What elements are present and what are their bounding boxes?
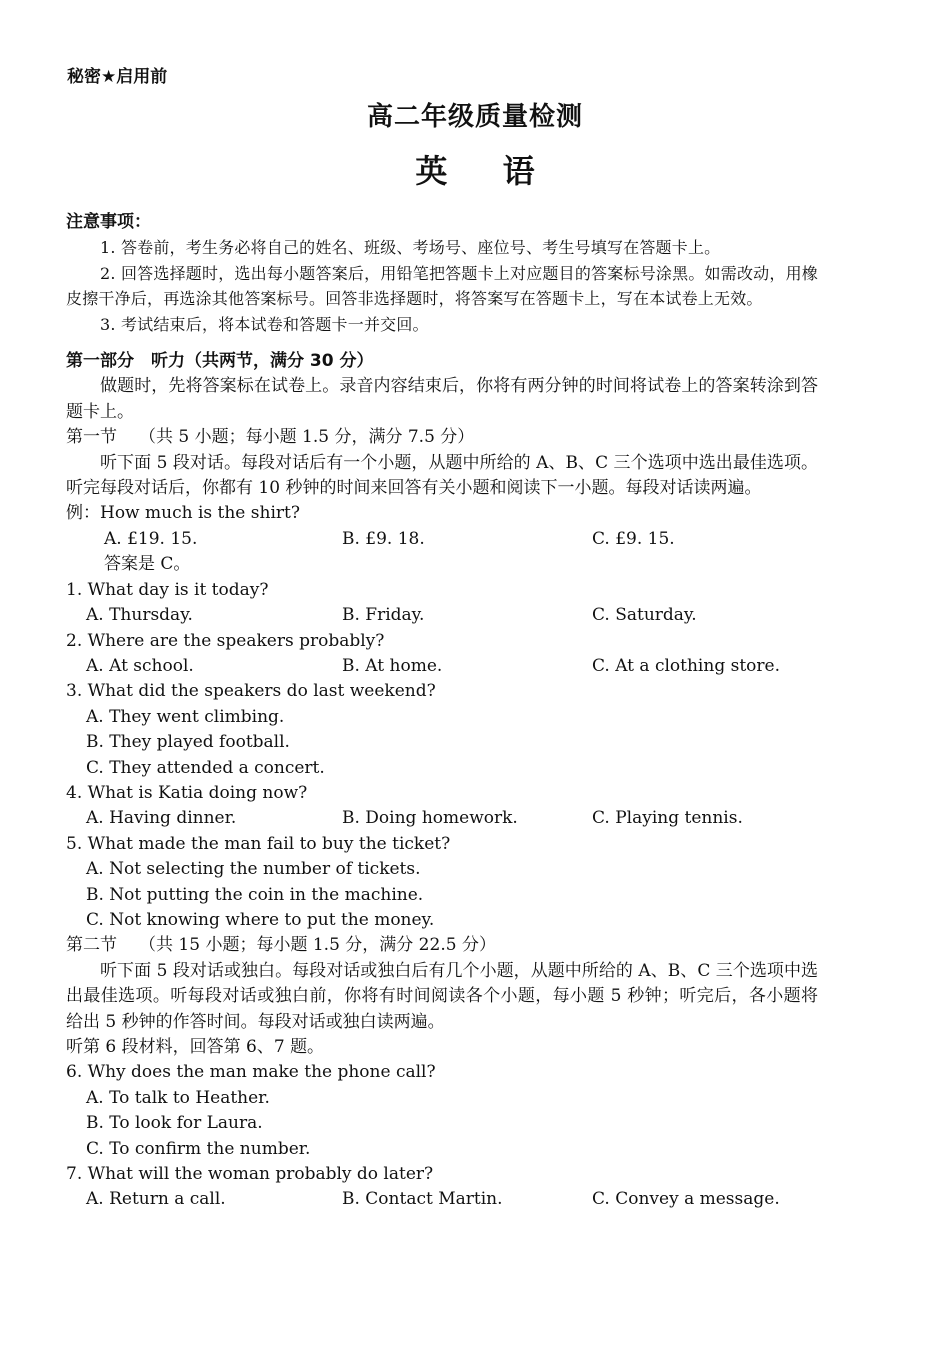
option-a: A. To talk to Heather.: [86, 1087, 270, 1108]
example-option-b: B. £9. 18.: [342, 528, 425, 549]
question-2: 2. Where are the speakers probably?: [66, 630, 385, 651]
section1-intro: 听下面 5 段对话。每段对话后有一个小题，从题中所给的 A、B、C 三个选项中选出最佳选项。听完每段对话后，你都有 10 秒钟的时间来回答有关小题和阅读下一小题。每段对话读两遍。: [66, 452, 818, 499]
question-7-options: [66, 1187, 818, 1212]
section2-info: （共 15 小题；每小题 1.5 分，满分 22.5 分）: [139, 935, 496, 956]
example-question: 例：How much is the shirt?: [66, 503, 300, 524]
option-a: A. Return a call.: [86, 1189, 226, 1210]
option-b: B. Doing homework.: [342, 808, 518, 829]
example-option-c: C. £9. 15.: [592, 528, 675, 549]
exam-title: 高二年级质量检测: [366, 102, 583, 132]
option-a: A. Having dinner.: [86, 808, 237, 829]
example-option-a: A. £19. 15.: [104, 528, 198, 549]
option-b: B. Contact Martin.: [342, 1189, 503, 1210]
option-c: C. To confirm the number.: [86, 1138, 311, 1159]
example-answer: 答案是 C。: [104, 554, 191, 575]
question-4-options: [66, 806, 818, 831]
section1-heading: [66, 425, 818, 450]
notes-heading: 注意事项：: [66, 212, 151, 232]
section1-label: 第一节: [66, 427, 117, 448]
option-b: B. To look for Laura.: [86, 1113, 263, 1134]
option-c: C. Playing tennis.: [592, 808, 743, 829]
section1-info: （共 5 小题；每小题 1.5 分，满分 7.5 分）: [139, 427, 475, 448]
material-instruction: 听第 6 段材料，回答第 6、7 题。: [66, 1037, 325, 1057]
option-b: B. At home.: [342, 655, 443, 676]
confidential-label: 秘密★启用前: [67, 67, 168, 87]
question-1: 1. What day is it today?: [66, 579, 269, 600]
option-c: C. Not knowing where to put the money.: [86, 909, 435, 930]
option-c: C. Saturday.: [592, 605, 697, 626]
option-c: C. Convey a message.: [592, 1189, 780, 1210]
option-c: C. At a clothing store.: [592, 655, 780, 676]
question-6: 6. Why does the man make the phone call?: [66, 1062, 436, 1083]
option-b: B. They played football.: [86, 732, 290, 753]
option-a: A. Thursday.: [86, 605, 193, 626]
question-7: 7. What will the woman probably do later?: [66, 1164, 434, 1185]
subject-title: 英 语: [415, 152, 557, 190]
notes-section: [66, 210, 818, 337]
question-5: 5. What made the man fail to buy the ticket?: [66, 833, 451, 854]
section2-heading: [66, 933, 818, 958]
example-options: [66, 527, 818, 552]
note-item-2: 2. 回答选择题时，选出每小题答案后，用铅笔把答题卡上对应题目的答案标号涂黑。如需改动，用橡皮擦干净后，再选涂其他答案标号。回答非选择题时，将答案写在答题卡上，写在本试卷上无效。: [66, 263, 818, 309]
option-b: B. Friday.: [342, 605, 425, 626]
exam-body: [66, 210, 818, 1213]
option-c: C. They attended a concert.: [86, 757, 325, 778]
section2-label: 第二节: [66, 935, 117, 956]
question-1-options: [66, 603, 818, 628]
part1-heading: 第一部分 听力（共两节，满分 30 分）: [66, 351, 374, 372]
option-b: B. Not putting the coin in the machine.: [86, 884, 424, 905]
note-item-3: 3. 考试结束后，将本试卷和答题卡一并交回。: [100, 314, 429, 334]
option-a: A. Not selecting the number of tickets.: [86, 859, 421, 880]
question-2-options: [66, 654, 818, 679]
option-a: A. At school.: [86, 655, 194, 676]
question-4: 4. What is Katia doing now?: [66, 782, 308, 803]
question-3: 3. What did the speakers do last weekend?: [66, 681, 436, 702]
part1-intro: 做题时，先将答案标在试卷上。录音内容结束后，你将有两分钟的时间将试卷上的答案转涂到答题卡上。: [66, 376, 818, 422]
option-a: A. They went climbing.: [86, 706, 285, 727]
section2-intro: 听下面 5 段对话或独白。每段对话或独白后有几个小题，从题中所给的 A、B、C 三个选项中选出最佳选项。听每段对话或独白前，你将有时间阅读各个小题，每小题 5 秒钟；听完后，各小题将给出 5 秒钟的作答时间。每段对话或独白读两遍。: [66, 960, 818, 1032]
note-item-1: 1. 答卷前，考生务必将自己的姓名、班级、考场号、座位号、考生号填写在答题卡上。: [100, 238, 721, 258]
